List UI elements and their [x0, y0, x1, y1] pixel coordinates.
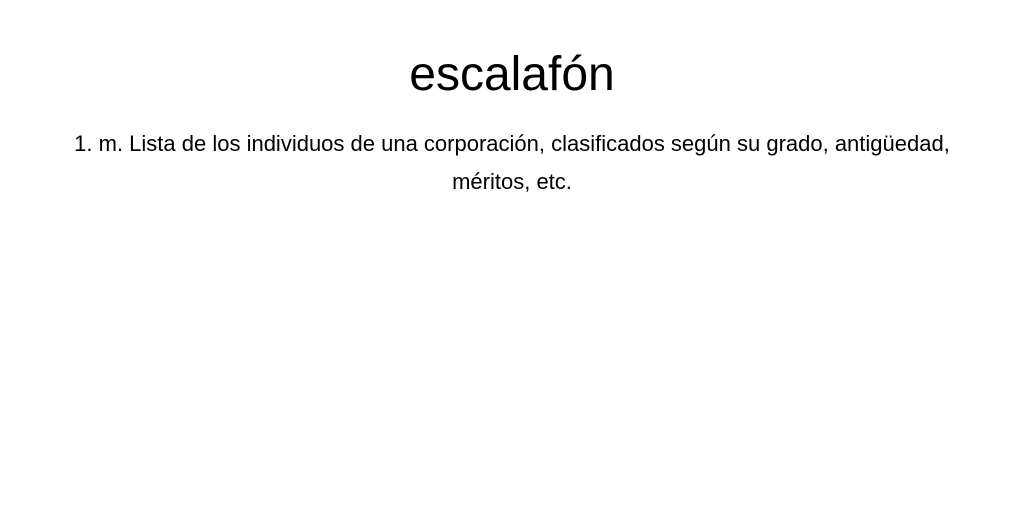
entry-term: escalafón — [409, 48, 615, 101]
entry-definition: 1. m. Lista de los individuos de una corporación, clasificados según su grado, antigüedad, méritos, etc. — [74, 131, 950, 194]
